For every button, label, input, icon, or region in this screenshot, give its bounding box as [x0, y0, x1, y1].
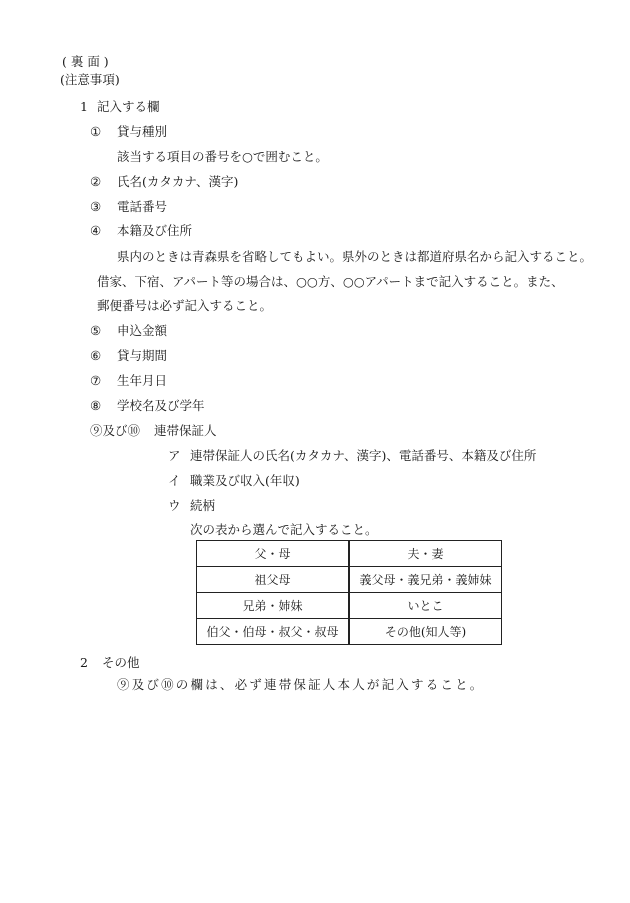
table-cell: 夫・妻: [349, 541, 502, 567]
item-label-school: 学校名及び学年: [117, 398, 205, 413]
item-label-domicile-address: 本籍及び住所: [117, 223, 193, 238]
subitem-relationship: 続柄: [190, 498, 216, 513]
table-cell: 伯父・伯母・叔父・叔母: [197, 619, 350, 645]
item-note-loan-type: 該当する項目の番号を○で囲むこと。: [117, 149, 328, 164]
item-note-address-line2: 借家、下宿、アパート等の場合は、○○方、○○アパートまで記入すること。また、: [97, 274, 564, 289]
subitem-letter-i: イ: [168, 473, 181, 488]
item-label-guarantor: 連帯保証人: [154, 423, 217, 438]
table-cell: 父・母: [197, 541, 350, 567]
notes-heading: (注意事項): [60, 72, 120, 87]
table-cell: 義父母・義兄弟・義姉妹: [349, 567, 502, 593]
table-row: [197, 619, 502, 645]
item-note-address-line3: 郵便番号は必ず記入すること。: [97, 298, 273, 313]
item-number-5: ⑤: [90, 323, 102, 338]
section2-title: その他: [102, 655, 140, 670]
item-number-1: ①: [90, 124, 102, 139]
table-row: [197, 567, 502, 593]
item-number-3: ③: [90, 199, 102, 214]
section1-number: 1: [80, 99, 88, 114]
subitem-letter-a: ア: [168, 448, 181, 463]
table-cell: いとこ: [349, 593, 502, 619]
item-number-7: ⑦: [90, 373, 102, 388]
item-label-name: 氏名(カタカナ、漢字): [117, 174, 239, 189]
table-cell: その他(知人等): [349, 619, 502, 645]
subitem-guarantor-identity: 連帯保証人の氏名(カタカナ、漢字)、電話番号、本籍及び住所: [190, 448, 537, 463]
section2-note: ⑨及び⑩の欄は、必ず連帯保証人本人が記入すること。: [117, 677, 485, 692]
item-label-loan-period: 貸与期間: [117, 348, 168, 363]
relation-table-instruction: 次の表から選んで記入すること。: [190, 522, 378, 537]
item-number-2: ②: [90, 174, 102, 189]
table-row: [197, 541, 502, 567]
subitem-letter-u: ウ: [168, 498, 181, 513]
section2-number: 2: [80, 655, 88, 670]
item-label-phone: 電話番号: [117, 199, 168, 214]
item-number-8: ⑧: [90, 398, 102, 413]
item-label-birthdate: 生年月日: [117, 373, 168, 388]
item-note-address-line1: 県内のときは青森県を省略してもよい。県外のときは都道府県名から記入すること。: [117, 249, 593, 264]
section1-title: 記入する欄: [97, 99, 160, 114]
table-cell: 兄弟・姉妹: [197, 593, 350, 619]
page-side-label: ( 裏 面 ): [62, 54, 109, 69]
item-label-loan-type: 貸与種別: [117, 124, 168, 139]
item-number-6: ⑥: [90, 348, 102, 363]
relationship-table: [196, 540, 502, 645]
table-cell: 祖父母: [197, 567, 350, 593]
item-number-9-10: ⑨及び⑩: [90, 423, 141, 438]
subitem-guarantor-income: 職業及び収入(年収): [190, 473, 300, 488]
item-number-4: ④: [90, 223, 102, 238]
table-row: [197, 593, 502, 619]
item-label-amount: 申込金額: [117, 323, 168, 338]
